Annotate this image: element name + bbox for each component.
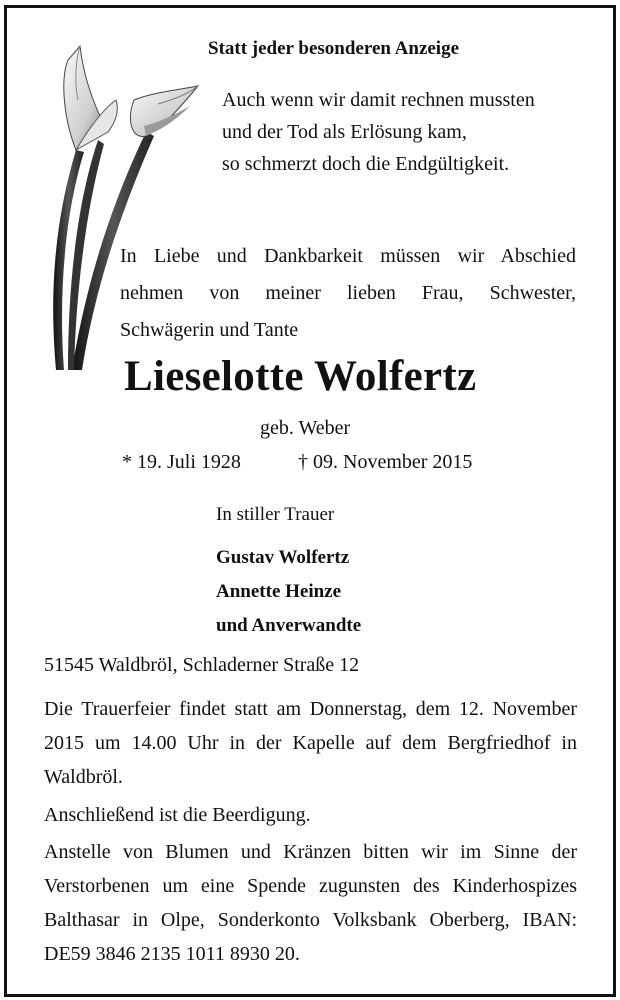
notice-header: Statt jeder besonderen Anzeige bbox=[208, 38, 460, 59]
poem-line: und der Tod als Erlösung kam, bbox=[222, 121, 467, 143]
funeral-info bbox=[44, 692, 577, 794]
burial-line: Anschließend ist die Beerdigung. bbox=[44, 804, 311, 826]
donation-line: Balthasar in Olpe, Sonderkonto Volksbank Oberberg, IBAN: bbox=[44, 909, 577, 931]
intro-text bbox=[120, 238, 576, 349]
birth-date: * 19. Juli 1928 bbox=[122, 451, 241, 473]
address: 51545 Waldbröl, Schladerner Straße 12 bbox=[44, 654, 360, 676]
poem-line: so schmerzt doch die Endgültigkeit. bbox=[222, 153, 510, 175]
donation-request bbox=[44, 835, 577, 971]
mourner: Annette Heinze bbox=[216, 581, 342, 602]
mourner: Gustav Wolfertz bbox=[216, 547, 350, 568]
intro-line: Schwägerin und Tante bbox=[120, 319, 299, 341]
burial-note bbox=[44, 798, 577, 832]
death-date: † 09. November 2015 bbox=[298, 451, 473, 473]
poem bbox=[222, 84, 535, 180]
donation-line: DE59 3846 2135 1011 8930 20. bbox=[44, 943, 300, 965]
donation-line: Anstelle von Blumen und Kränzen bitten wir im Sinne der bbox=[44, 841, 577, 863]
funeral-line: Waldbröl. bbox=[44, 766, 123, 788]
intro-line: In Liebe und Dankbarkeit müssen wir Abschied bbox=[120, 245, 576, 267]
maiden-name: geb. Weber bbox=[260, 417, 351, 439]
mourning-label: In stiller Trauer bbox=[216, 504, 335, 525]
deceased-name: Lieselotte Wolfertz bbox=[124, 353, 477, 400]
funeral-line: Die Trauerfeier findet statt am Donnerstag, dem 12. November bbox=[44, 698, 577, 720]
mourner: und Anverwandte bbox=[216, 615, 362, 636]
poem-line: Auch wenn wir damit rechnen mussten bbox=[222, 89, 535, 111]
donation-line: Verstorbenen um eine Spende zugunsten des Kinderhospizes bbox=[44, 875, 577, 897]
intro-line: nehmen von meiner lieben Frau, Schwester, bbox=[120, 282, 576, 304]
funeral-line: 2015 um 14.00 Uhr in der Kapelle auf dem Bergfriedhof in bbox=[44, 732, 577, 754]
mourners-list bbox=[216, 541, 361, 643]
